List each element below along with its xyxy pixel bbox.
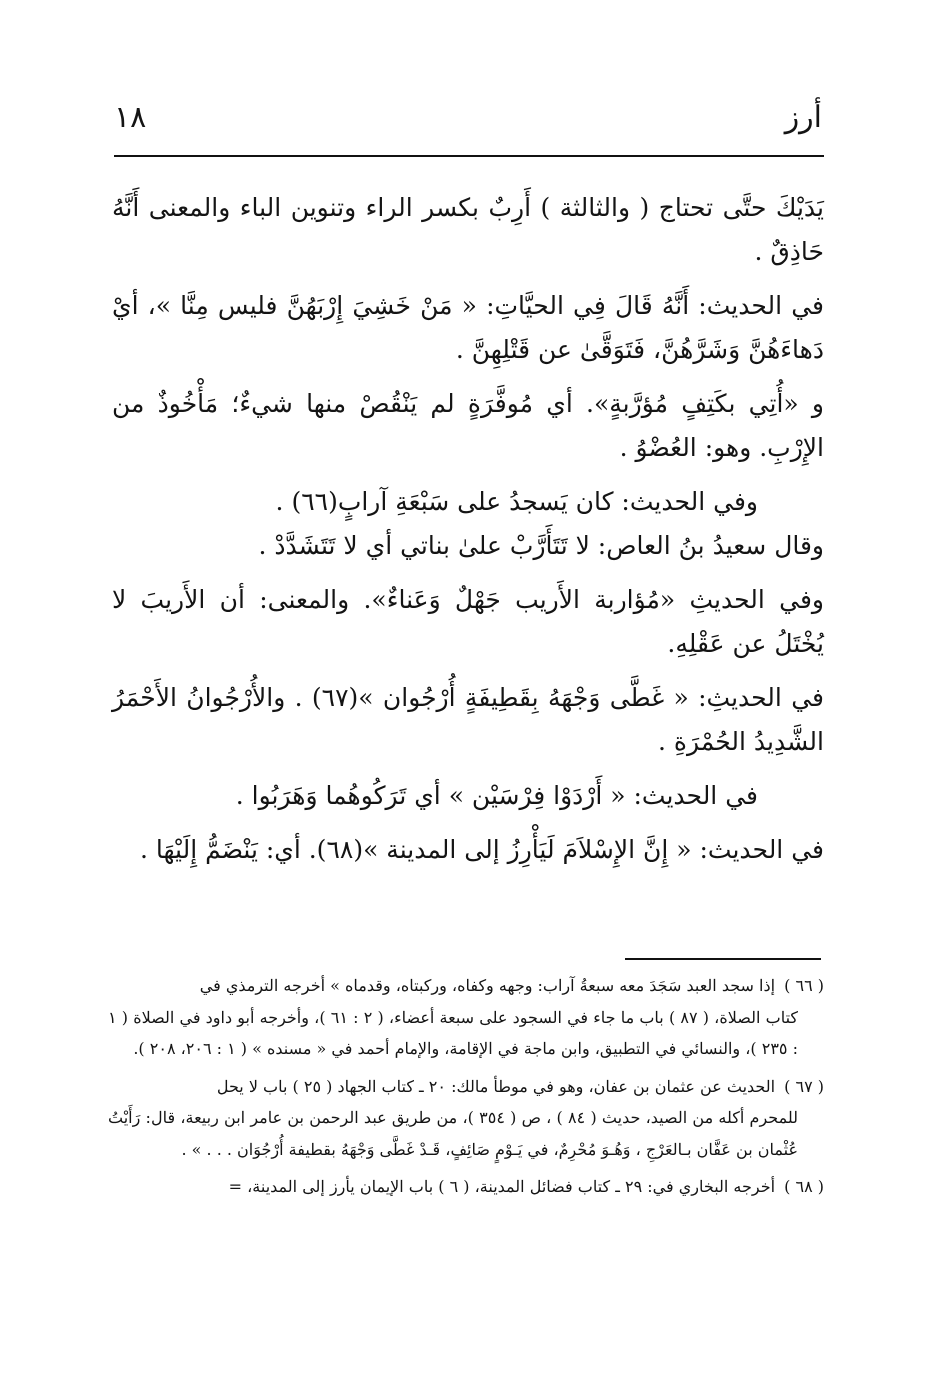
paragraph: يَدَيْكَ حتَّى تحتاج ( والثالثة ) أَرِبٌ بكسر الراء وتنوين الباء والمعنى أَنَّهُ حَاذِقٌ . bbox=[112, 193, 824, 266]
header-rule bbox=[114, 155, 824, 157]
main-text bbox=[112, 186, 824, 882]
paragraph: في الحديثِ: « غَطَّى وَجْهَهُ بِقَطِيفَةٍ أُرْجُوان »(٦٧) . والأُرْجُوانُ الأَحْمَرُ الشَّدِيدُ الحُمْرَةِ . bbox=[112, 683, 824, 756]
footnote-text: أخرجه البخاري في: ٢٩ ـ كتاب فضائل المدينة، ( ٦ ) باب الإيمان يأرز إلى المدينة، = bbox=[228, 1177, 776, 1196]
footnotes bbox=[108, 970, 824, 1209]
footnote-continuation: كتاب الصلاة، ( ٨٧ ) باب ما جاء في السجود على سبعة أعضاء، ( ٢ : ٦١ )، وأخرجه أبو داود في الصلاة ( ١ : ٢٣٥ )، والنسائي في التطبيق، وابن ماجة في الإقامة، والإمام أحمد في « مسنده » ( ١ : ٢٠٦، ٢٠٨ ). bbox=[108, 1007, 799, 1058]
paragraph: في الحديث: « أَرْدَوْا فِرْسَيْن » أي تَرَكُوهُما وَهَرَبُوا . bbox=[235, 781, 758, 810]
footnote bbox=[108, 1071, 824, 1166]
paragraph: في الحديث: « إِنَّ الإِسْلاَمَ لَيَأْرِزُ إلى المدينة »(٦٨). أي: يَنْضَمُّ إِلَيْهَا . bbox=[140, 835, 824, 864]
paragraph: و «أُتِي بكَتِفٍ مُؤرَّبةٍ». أي مُوفَّرَةٍ لم يَنْقُصْ منها شيءٌ؛ مَأْخُوذٌ من الإِرْبِ. وهو: العُضْوُ . bbox=[112, 389, 824, 462]
footnote-rule bbox=[625, 958, 821, 960]
paragraph: في الحديث: أَنَّهُ قَالَ فِي الحيَّاتِ: « مَنْ خَشِيَ إِرْبَهُنَّ فليس مِنَّا »، أيْ دَهاءَهُنَّ وَشَرَّهُنَّ، فَتَوَقَّىٰ عن قَتْلِهِنَّ . bbox=[112, 291, 824, 364]
footnote-number: ( ٦٧ ) bbox=[784, 1076, 824, 1096]
paragraph: وفي الحديثِ «مُؤاربة الأَريب جَهْلٌ وَعَناءٌ». والمعنى: أن الأَريبَ لا يُخْتَلُ عن عَقْلِهِ. bbox=[112, 585, 824, 658]
footnote-continuation: للمحرم أكله من الصيد، حديث ( ٨٤ ) ، ص ( ٣٥٤ )، من طريق عبد الرحمن بن عامر ابن ربيعة، قال: رَأَيْتُ عُثْمان بن عَفَّان بـالعَرْجِ ، وَهُـوَ مُحْرِمٌ، في يَـوْمٍ صَائِفٍ، قَـدْ غَطَّى وَجْهَهُ بقطيفة أُرْجُوَان . . . » . bbox=[108, 1108, 799, 1159]
footnote-text: الحديث عن عثمان بن عفان، وهو في موطأ مالك: ٢٠ ـ كتاب الجهاد ( ٢٥ ) باب لا يحل bbox=[216, 1076, 776, 1096]
page-number: ١٨ bbox=[114, 100, 147, 135]
footnote bbox=[108, 1171, 824, 1203]
running-header-word: أرز bbox=[784, 100, 822, 135]
paragraph: وقال سعيدُ بنُ العاص: لا تَتَأَرَّبْ علىٰ بناتي أي لا تَتَشَدَّدْ . bbox=[258, 531, 824, 560]
footnote-number: ( ٦٨ ) bbox=[784, 1177, 824, 1196]
footnote bbox=[108, 970, 824, 1065]
paragraph: وفي الحديث: كان يَسجدُ على سَبْعَةِ آرابٍ(٦٦) . bbox=[275, 487, 758, 516]
footnote-text: إذا سجد العبد سَجَدَ معه سبعةُ آراب: وجهه وكفاه، وركبتاه، وقدماه » أخرجه الترمذي في bbox=[199, 976, 776, 995]
footnote-number: ( ٦٦ ) bbox=[784, 976, 824, 995]
